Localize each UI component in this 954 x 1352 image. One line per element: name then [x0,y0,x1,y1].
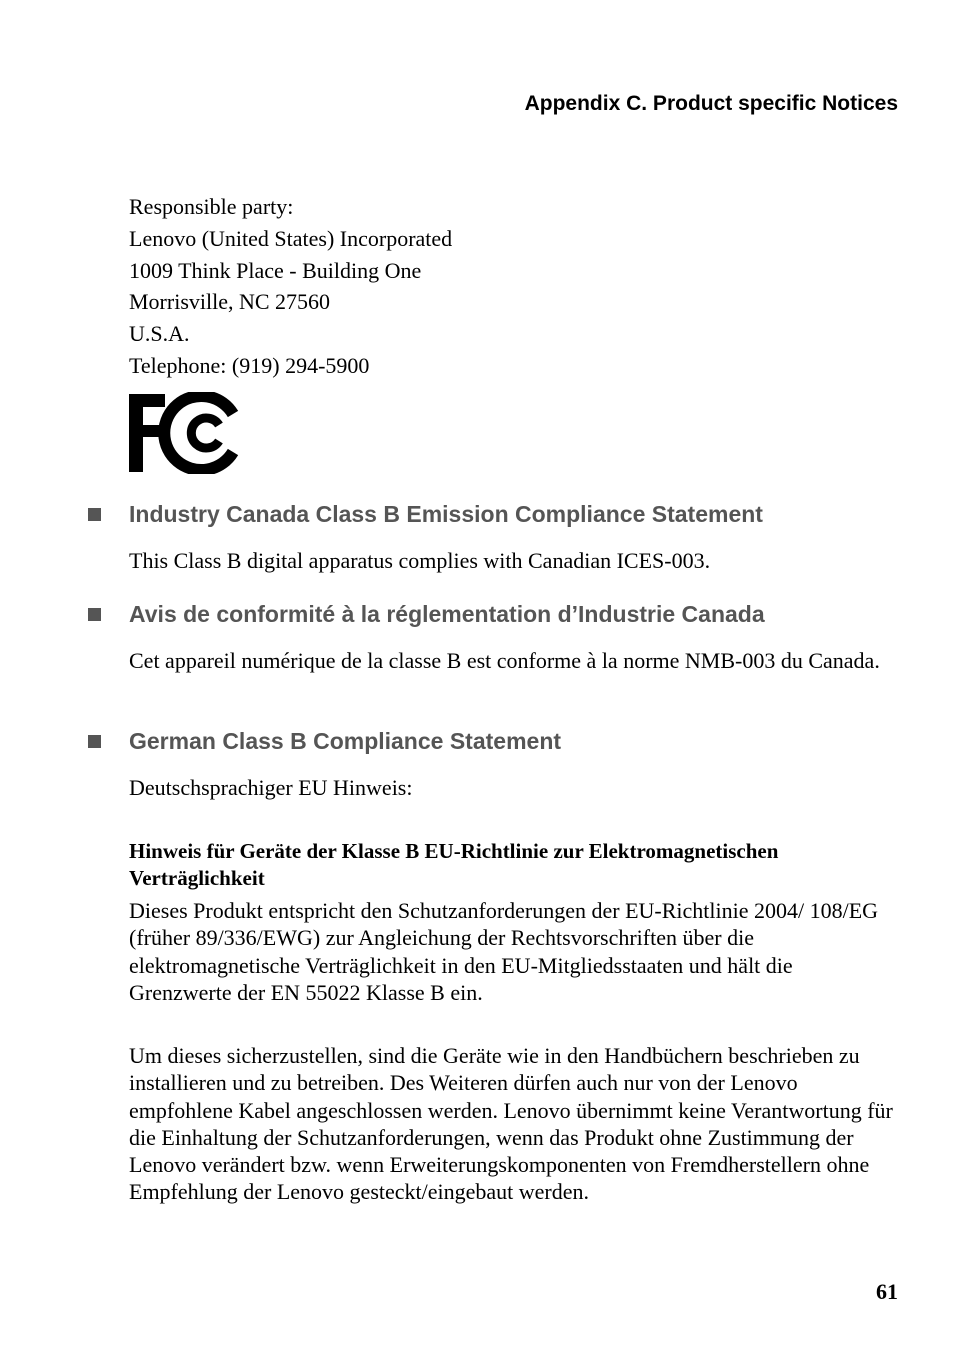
page-number: 61 [876,1279,898,1304]
address-line: Morrisville, NC 27560 [129,289,331,315]
section-heading-industry-canada [88,501,763,528]
address-line: Telephone: (919) 294-5900 [129,352,370,378]
fcc-logo-icon [129,392,241,474]
address-line: U.S.A. [129,321,190,347]
notice-body-continued: Um dieses sicherzustellen, sind die Geräte wie in den Handbüchern beschrieben zu installieren und zu betreiben. Des Weiteren dürfen auch nur von der Lenovo empfohlene Kabel angeschlossen werden. Lenovo übernimmt keine Verantwortung für die Einhaltung der Schutzanforderungen, wenn das Produkt ohne Zustimmung der Lenovo verändert bzw. wenn Erweiterungskomponenten von Fremdherstellern ohne Empfehlung der Lenovo gesteckt/eingebaut werden. [129,1043,893,1205]
section-heading-german-class-b [88,728,561,755]
notice-title: Hinweis für Geräte der Klasse B EU-Richtlinie zur Elektromagnetischen Verträglichkeit [129,839,779,890]
section-body: This Class B digital apparatus complies with Canadian ICES-003. [129,548,711,573]
square-bullet-icon [88,608,101,621]
square-bullet-icon [88,735,101,748]
square-bullet-icon [88,508,101,521]
section-heading-text: German Class B Compliance Statement [129,728,562,754]
address-line: Responsible party: [129,194,294,219]
section-heading-text: Avis de conformité à la réglementation d’Industrie Canada [129,601,765,627]
notice-body: Dieses Produkt entspricht den Schutzanforderungen der EU-Richtlinie 2004/ 108/EG (früher 89/336/EWG) zur Angleichung der Rechtsvorschriften über die elektromagnetische Verträglichkeit in den EU-Mitgliedsstaaten und hält die Grenzwerte der EN 55022 Klasse B ein. [129,898,879,1005]
section-heading-avis-conformite [88,601,765,628]
responsible-party-address [129,191,452,382]
section-body: Cet appareil numérique de la classe B est conforme à la norme NMB-003 du Canada. [129,648,880,673]
address-line: 1009 Think Place - Building One [129,257,422,283]
section-body: Deutschsprachiger EU Hinweis: [129,775,413,800]
address-line: Lenovo (United States) Incorporated [129,225,453,251]
running-header: Appendix C. Product specific Notices [524,92,898,115]
section-heading-text: Industry Canada Class B Emission Compliance Statement [129,501,763,527]
